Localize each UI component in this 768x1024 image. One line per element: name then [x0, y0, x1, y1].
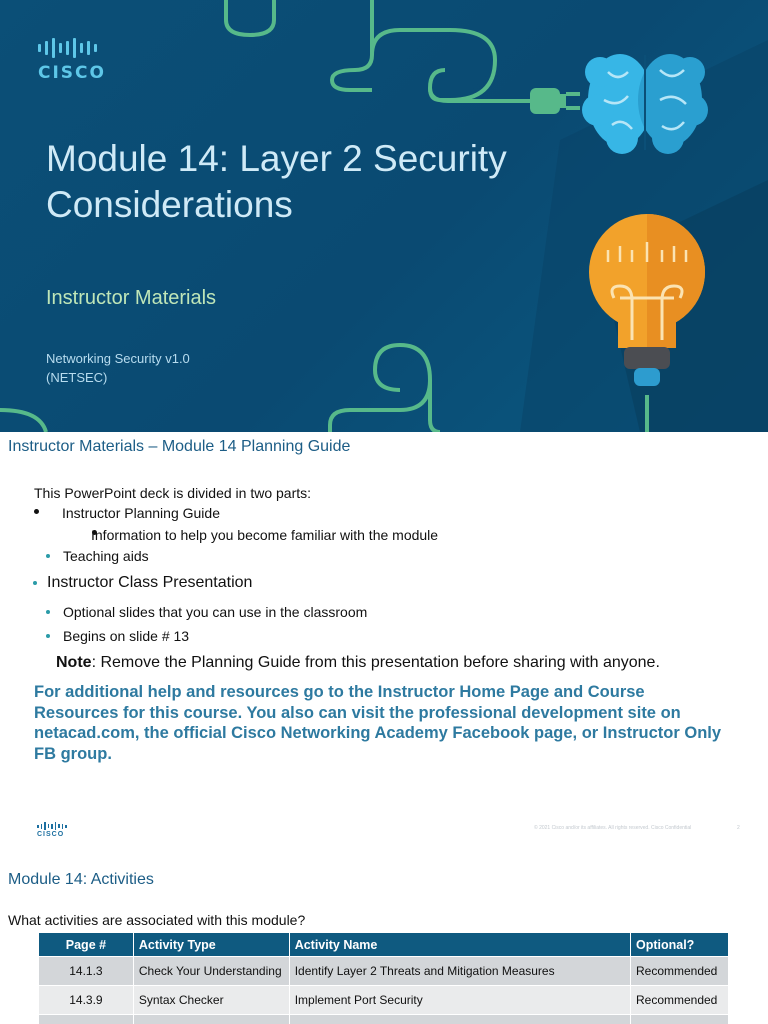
table-cell: 14.3.9: [39, 986, 134, 1015]
table-cell: Check Your Understanding: [133, 957, 289, 986]
note-label: Note: [56, 654, 92, 671]
column-header: Page #: [39, 933, 134, 957]
course-code: (NETSEC): [46, 370, 108, 385]
cisco-logo: [38, 37, 118, 85]
activities-table: [38, 932, 729, 1024]
bullet-icon: [46, 610, 50, 614]
activities-slide: [0, 864, 768, 1024]
table-row: [39, 1015, 729, 1024]
help-resources-text: For additional help and resources go to the Instructor Home Page and Course Resources for this course. You also can visit the professional development site on netacad.com, the official Cisco Networking Academy Facebook page, or Instructor Only FB group.: [34, 683, 722, 763]
bullet-item: Optional slides that you can use in the classroom: [63, 604, 368, 620]
planning-guide-slide: [0, 432, 768, 864]
table-cell: [133, 1015, 289, 1024]
question-text: What activities are associated with this module?: [8, 912, 306, 928]
table-cell: Implement Port Security: [289, 986, 630, 1015]
table-cell: [630, 1015, 728, 1024]
table-cell: [289, 1015, 630, 1024]
note-body: : Remove the Planning Guide from this presentation before sharing with anyone.: [91, 654, 660, 671]
bullet-icon: [34, 509, 39, 514]
bullet-item: [91, 527, 438, 543]
bullet-text: Information to help you become familiar with the module: [91, 527, 439, 543]
cisco-logo-bars: [38, 37, 118, 59]
bullet-item: Instructor Class Presentation: [47, 574, 253, 591]
copyright-text: © 2021 Cisco and/or its affiliates. All rights reserved. Cisco Confidential: [534, 825, 692, 831]
slide-title: Instructor Materials – Module 14 Planning Guide: [8, 438, 351, 455]
bullet-item: Instructor Planning Guide: [62, 505, 220, 521]
table-row: [39, 957, 729, 986]
table-cell: 14.1.3: [39, 957, 134, 986]
slide-title-line2: Considerations: [46, 184, 293, 225]
table-cell: [39, 1015, 134, 1024]
bullet-item: Teaching aids: [63, 548, 149, 564]
course-name: Networking Security v1.0: [46, 351, 190, 366]
column-header: Optional?: [630, 933, 728, 957]
column-header: Activity Name: [289, 933, 630, 957]
table-cell: Recommended: [630, 957, 728, 986]
cisco-logo-text: CISCO: [38, 63, 106, 83]
table-row: [39, 986, 729, 1015]
slide-title: Module 14: Activities: [8, 871, 154, 888]
footer-cisco-logo: [37, 822, 67, 838]
table-cell: Identify Layer 2 Threats and Mitigation Measures: [289, 957, 630, 986]
title-slide: [0, 0, 768, 432]
table-header-row: [39, 933, 729, 957]
course-info: [46, 349, 190, 387]
bullet-icon: [46, 554, 50, 558]
footer-logo-bars: [37, 822, 67, 830]
table-cell: Recommended: [630, 986, 728, 1015]
bullet-item: Begins on slide # 13: [63, 628, 190, 644]
slide-title-line1: Module 14: Layer 2 Security: [46, 138, 507, 179]
note-text: [56, 654, 660, 672]
footer-logo-text: CISCO: [37, 831, 65, 838]
table-cell: Syntax Checker: [133, 986, 289, 1015]
intro-text: This PowerPoint deck is divided in two parts:: [34, 485, 312, 501]
slide-subtitle: Instructor Materials: [46, 287, 217, 309]
column-header: Activity Type: [133, 933, 289, 957]
bullet-icon: [46, 634, 50, 638]
slide-title: [46, 136, 586, 228]
bullet-icon: [33, 581, 37, 585]
plug-icon: [530, 88, 580, 114]
page-number: 2: [737, 825, 740, 831]
